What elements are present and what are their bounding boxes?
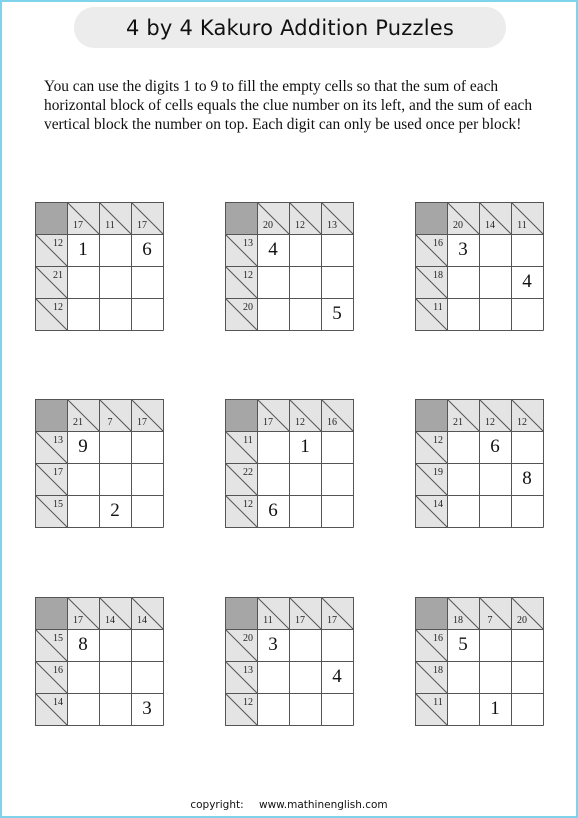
given-digit: 1 [78,239,88,260]
column-clue-cell [511,597,543,629]
answer-cell[interactable] [131,693,163,725]
row-clue-cell [225,298,257,330]
answer-cell[interactable] [257,629,289,661]
answer-cell[interactable] [257,234,289,266]
answer-cell[interactable] [67,693,99,725]
answer-cell[interactable] [511,495,543,527]
answer-cell[interactable] [479,463,511,495]
answer-cell[interactable] [321,431,353,463]
row-clue: 18 [433,270,443,281]
row-clue: 11 [433,302,443,313]
answer-cell[interactable] [289,693,321,725]
column-clue: 20 [453,220,463,231]
answer-cell[interactable] [99,495,131,527]
row-clue-cell [35,298,67,330]
kakuro-puzzle [35,202,165,332]
given-digit: 9 [78,436,88,457]
row-clue: 13 [243,238,253,249]
column-clue-cell [511,202,543,234]
row-clue-cell [35,629,67,661]
given-digit: 3 [268,634,278,655]
answer-cell[interactable] [99,661,131,693]
answer-cell[interactable] [479,298,511,330]
answer-cell[interactable] [257,495,289,527]
column-clue-cell [67,399,99,431]
column-clue: 12 [517,417,527,428]
row-clue-cell [225,495,257,527]
row-clue: 12 [53,238,63,249]
answer-cell[interactable] [289,495,321,527]
row-clue: 21 [53,270,63,281]
answer-cell[interactable] [479,495,511,527]
column-clue: 17 [137,220,147,231]
answer-cell[interactable] [67,234,99,266]
answer-cell[interactable] [289,661,321,693]
column-clue-cell [479,202,511,234]
answer-cell[interactable] [257,298,289,330]
answer-cell[interactable] [289,629,321,661]
answer-cell[interactable] [131,234,163,266]
answer-cell[interactable] [67,266,99,298]
row-clue-cell [415,266,447,298]
column-clue: 17 [73,220,83,231]
row-clue: 12 [243,270,253,281]
kakuro-puzzle [415,202,545,332]
column-clue: 16 [327,417,337,428]
given-digit: 1 [300,436,310,457]
row-clue-cell [35,431,67,463]
answer-cell[interactable] [99,463,131,495]
row-clue: 12 [243,499,253,510]
footer [0,799,578,811]
row-clue-cell [415,661,447,693]
answer-cell[interactable] [289,266,321,298]
row-clue-cell [415,495,447,527]
answer-cell[interactable] [321,463,353,495]
given-digit: 6 [268,500,278,521]
answer-cell[interactable] [321,266,353,298]
row-clue-cell [35,463,67,495]
answer-cell[interactable] [479,266,511,298]
row-clue: 13 [53,435,63,446]
answer-cell[interactable] [257,431,289,463]
answer-cell[interactable] [321,298,353,330]
column-clue-cell [131,202,163,234]
answer-cell[interactable] [99,266,131,298]
column-clue: 21 [73,417,83,428]
column-clue-cell [321,399,353,431]
answer-cell[interactable] [511,298,543,330]
row-clue: 13 [243,665,253,676]
answer-cell[interactable] [321,234,353,266]
row-clue-cell [225,629,257,661]
answer-cell[interactable] [131,463,163,495]
column-clue-cell [479,597,511,629]
column-clue-cell [447,399,479,431]
column-clue: 14 [485,220,495,231]
answer-cell[interactable] [511,661,543,693]
row-clue-cell [35,693,67,725]
answer-cell[interactable] [257,463,289,495]
column-clue-cell [447,202,479,234]
answer-cell[interactable] [99,693,131,725]
answer-cell[interactable] [447,693,479,725]
given-digit: 5 [332,303,342,324]
corner-cell [225,202,257,234]
copyright-site: www.mathinenglish.com [258,799,388,811]
column-clue: 17 [327,615,337,626]
answer-cell[interactable] [321,495,353,527]
given-digit: 3 [458,239,468,260]
kakuro-puzzle [415,399,545,529]
answer-cell[interactable] [447,266,479,298]
answer-cell[interactable] [67,661,99,693]
corner-cell [225,399,257,431]
given-digit: 6 [490,436,500,457]
column-clue: 14 [137,615,147,626]
column-clue: 7 [107,417,113,428]
row-clue-cell [415,431,447,463]
answer-cell[interactable] [447,629,479,661]
column-clue-cell [479,399,511,431]
answer-cell[interactable] [289,431,321,463]
given-digit: 4 [522,271,532,292]
column-clue-cell [257,202,289,234]
answer-cell[interactable] [257,266,289,298]
row-clue-cell [225,463,257,495]
column-clue-cell [99,597,131,629]
column-clue-cell [289,399,321,431]
answer-cell[interactable] [479,234,511,266]
column-clue: 12 [485,417,495,428]
column-clue: 17 [137,417,147,428]
answer-cell[interactable] [257,693,289,725]
column-clue-cell [99,202,131,234]
kakuro-puzzle [415,597,545,727]
row-clue: 20 [243,633,253,644]
answer-cell[interactable] [131,266,163,298]
row-clue-cell [35,266,67,298]
instructions-text: You can use the digits 1 to 9 to fill the empty cells so that the sum of each horizontal block of cells equals the clue number on its left, and the sum of each vertical block the number on top. Each digit can only be used once per block! [44,78,533,134]
answer-cell[interactable] [67,431,99,463]
column-clue-cell [321,597,353,629]
answer-cell[interactable] [511,234,543,266]
given-digit: 8 [78,634,88,655]
row-clue: 11 [243,435,253,446]
row-clue-cell [225,661,257,693]
column-clue-cell [99,399,131,431]
column-clue-cell [511,399,543,431]
column-clue: 20 [517,615,527,626]
column-clue: 17 [295,615,305,626]
answer-cell[interactable] [321,693,353,725]
answer-cell[interactable] [289,234,321,266]
column-clue: 7 [487,615,493,626]
answer-cell[interactable] [99,629,131,661]
kakuro-puzzle [225,202,355,332]
given-digit: 4 [332,666,342,687]
given-digit: 1 [490,698,500,719]
answer-cell[interactable] [447,298,479,330]
column-clue-cell [67,597,99,629]
answer-cell[interactable] [131,298,163,330]
row-clue-cell [35,661,67,693]
answer-cell[interactable] [289,298,321,330]
row-clue: 16 [53,665,63,676]
row-clue: 20 [243,302,253,313]
row-clue: 12 [53,302,63,313]
answer-cell[interactable] [479,693,511,725]
corner-cell [35,597,67,629]
row-clue: 12 [243,697,253,708]
row-clue-cell [225,693,257,725]
given-digit: 5 [458,634,468,655]
answer-cell[interactable] [321,629,353,661]
corner-cell [415,202,447,234]
answer-cell[interactable] [289,463,321,495]
row-clue: 12 [433,435,443,446]
answer-cell[interactable] [131,431,163,463]
column-clue-cell [289,202,321,234]
row-clue-cell [415,463,447,495]
answer-cell[interactable] [131,629,163,661]
column-clue-cell [447,597,479,629]
given-digit: 2 [110,500,120,521]
column-clue: 14 [105,615,115,626]
row-clue-cell [415,298,447,330]
column-clue: 11 [517,220,527,231]
column-clue: 13 [327,220,337,231]
title-banner [74,7,506,48]
answer-cell[interactable] [67,495,99,527]
answer-cell[interactable] [99,298,131,330]
copyright-label: copyright: [190,799,244,811]
corner-cell [35,399,67,431]
answer-cell[interactable] [321,661,353,693]
answer-cell[interactable] [67,298,99,330]
column-clue-cell [257,399,289,431]
answer-cell[interactable] [447,661,479,693]
row-clue: 16 [433,238,443,249]
given-digit: 3 [142,698,152,719]
column-clue: 21 [453,417,463,428]
row-clue-cell [35,234,67,266]
corner-cell [415,597,447,629]
answer-cell[interactable] [257,661,289,693]
answer-cell[interactable] [99,431,131,463]
answer-cell[interactable] [511,629,543,661]
answer-cell[interactable] [99,234,131,266]
row-clue-cell [415,693,447,725]
column-clue-cell [131,597,163,629]
row-clue: 18 [433,665,443,676]
answer-cell[interactable] [447,463,479,495]
given-digit: 4 [268,239,278,260]
column-clue: 18 [453,615,463,626]
corner-cell [35,202,67,234]
answer-cell[interactable] [511,463,543,495]
column-clue: 17 [73,615,83,626]
row-clue-cell [225,431,257,463]
row-clue: 14 [433,499,443,510]
answer-cell[interactable] [131,495,163,527]
kakuro-puzzle [225,399,355,529]
kakuro-puzzle [35,597,165,727]
answer-cell[interactable] [447,431,479,463]
row-clue-cell [415,629,447,661]
column-clue: 11 [263,615,273,626]
column-clue: 20 [263,220,273,231]
row-clue: 19 [433,467,443,478]
row-clue: 22 [243,467,253,478]
answer-cell[interactable] [479,661,511,693]
answer-cell[interactable] [131,661,163,693]
column-clue-cell [257,597,289,629]
kakuro-puzzle [35,399,165,529]
corner-cell [225,597,257,629]
answer-cell[interactable] [511,266,543,298]
answer-cell[interactable] [511,431,543,463]
row-clue-cell [35,495,67,527]
answer-cell[interactable] [447,234,479,266]
row-clue: 14 [53,697,63,708]
row-clue: 11 [433,697,443,708]
kakuro-puzzle [225,597,355,727]
column-clue: 12 [295,220,305,231]
row-clue: 15 [53,499,63,510]
column-clue-cell [67,202,99,234]
column-clue: 17 [263,417,273,428]
given-digit: 6 [142,239,152,260]
row-clue: 17 [53,467,63,478]
corner-cell [415,399,447,431]
column-clue: 12 [295,417,305,428]
row-clue-cell [415,234,447,266]
row-clue-cell [225,266,257,298]
row-clue-cell [225,234,257,266]
column-clue-cell [321,202,353,234]
answer-cell[interactable] [511,693,543,725]
row-clue: 16 [433,633,443,644]
row-clue: 15 [53,633,63,644]
column-clue-cell [289,597,321,629]
answer-cell[interactable] [67,629,99,661]
given-digit: 8 [522,468,532,489]
answer-cell[interactable] [479,629,511,661]
column-clue: 11 [105,220,115,231]
answer-cell[interactable] [67,463,99,495]
answer-cell[interactable] [479,431,511,463]
column-clue-cell [131,399,163,431]
page-title: 4 by 4 Kakuro Addition Puzzles [125,15,455,40]
answer-cell[interactable] [447,495,479,527]
